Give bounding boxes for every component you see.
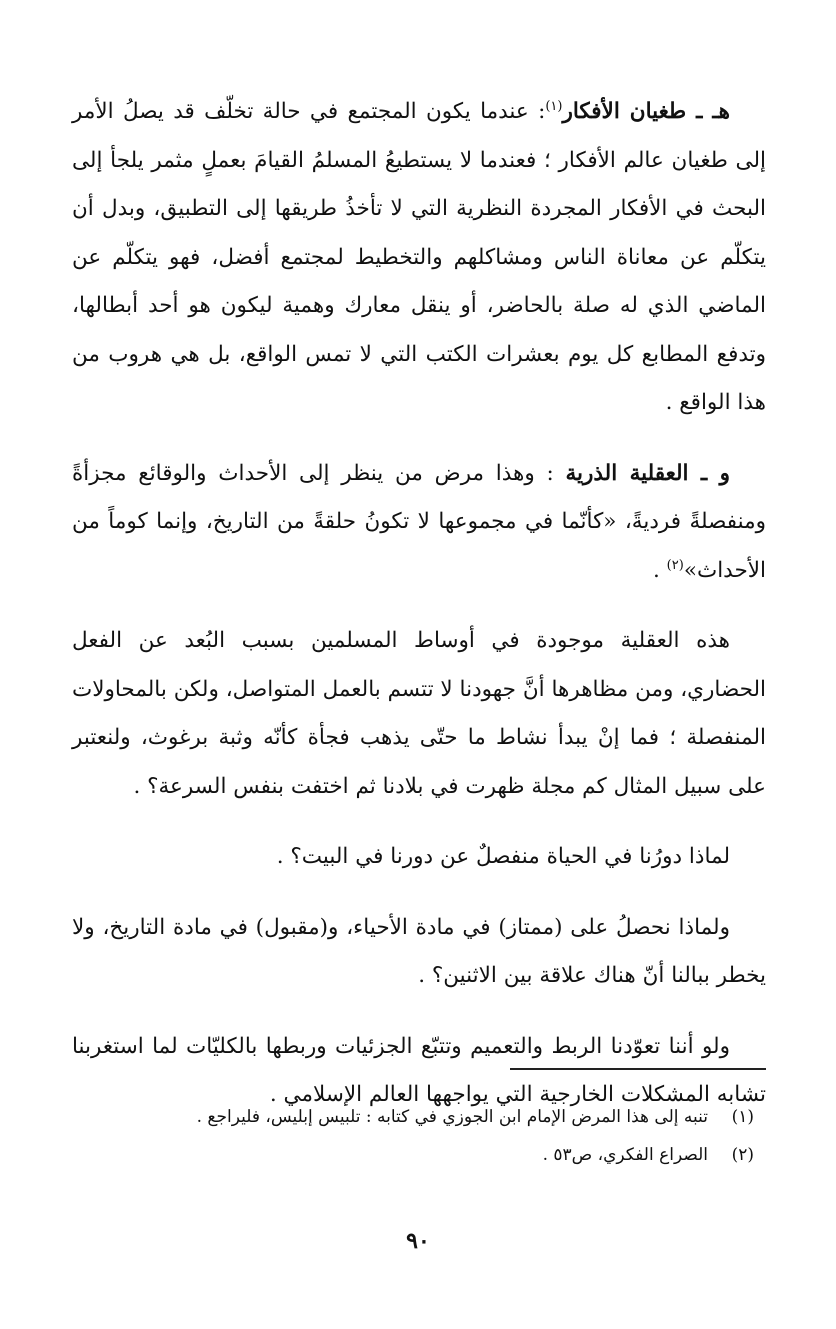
footnote-item-2 [94, 1136, 754, 1174]
footnote-ref-1: (١) [545, 98, 563, 114]
section-heading-w: و ـ العقلية الذرية [565, 460, 731, 486]
footnote-text: تنبه إلى هذا المرض الإمام ابن الجوزي في كتابه : تلبيس إبليس، فليراجع . [196, 1107, 708, 1127]
page-number: ٩٠ [406, 1228, 430, 1254]
footnote-text: الصراع الفكري، ص٥٣ . [542, 1145, 708, 1165]
paragraph-connection: ولو أننا تعوّدنا الربط والتعميم وتتبّع الجزئيات وربطها بالكليّات لما استغربنا تشابه المشكلات الخارجية التي يواجهها العالم الإسلامي . [72, 1033, 766, 1107]
section-heading-h: هـ ـ طغيان الأفكار [562, 99, 730, 124]
paragraph-question-grades: ولماذا نحصلُ على (ممتاز) في مادة الأحياء، و(مقبول) في مادة التاريخ، ولا يخطر ببالنا أنّ هناك علاقة بين الاثنين؟ . [72, 914, 766, 988]
paragraph-question-role: لماذا دورُنا في الحياة منفصلٌ عن دورنا في البيت؟ . [276, 844, 730, 869]
footnote-item-1 [94, 1098, 754, 1136]
paragraph-text: : عندما يكون المجتمع في حالة تخلّف قد يصلُ الأمر إلى طغيان عالم الأفكار ؛ فعندما لا يستطيعُ المسلمُ القيامَ بعملٍ مثمر يلجأ إلى البحث في الأفكار المجردة النظرية التي لا تأخذُ طريقها إلى التطبيق، وبدل أن يتكلّم عن معاناة الناس ومشاكلهم والتخطيط لمجتمع أفضل، فهو يتكلّم عن الماضي الذي له صلة بالحاضر، أو ينقل معارك وهمية ليكون هو أحد أبطالها، وتدفع المطابع كل يوم بعشرات الكتب التي لا تمس الواقع، بل هي هروب من هذا الواقع . [72, 99, 766, 415]
paragraph-mentality-presence: هذه العقلية موجودة في أوساط المسلمين بسبب البُعد عن الفعل الحضاري، ومن مظاهرها أنَّ جهودنا لا تتسم بالعمل المتواصل، ولكن بالمحاولات المنفصلة ؛ فما إنْ يبدأ نشاط ما حتّى يذهب فجأة كأنّه وثبة برغوث، ولنعتبر على سبيل المثال كم مجلة ظهرت في بلادنا ثم اختفت بنفس السرعة؟ . [72, 628, 766, 799]
page-body [72, 88, 766, 1142]
footnotes [94, 1098, 754, 1174]
footnote-number: (١) [731, 1107, 754, 1127]
footnote-number: (٢) [731, 1145, 754, 1165]
footnote-separator [510, 1068, 766, 1070]
paragraph-text: : وهذا مرض من ينظر إلى الأحداث والوقائع مجزأةً ومنفصلةً فرديةً، «كأنّما في مجموعها لا تكونُ حلقةً من التاريخ، وإنما كوماً من الأحداث» [72, 460, 766, 583]
paragraph-text-end: . [653, 557, 667, 583]
footnote-ref-2: (٢) [666, 557, 684, 573]
paragraph-atomic-mentality [72, 450, 766, 596]
paragraph-ideas-tyranny [72, 88, 766, 428]
